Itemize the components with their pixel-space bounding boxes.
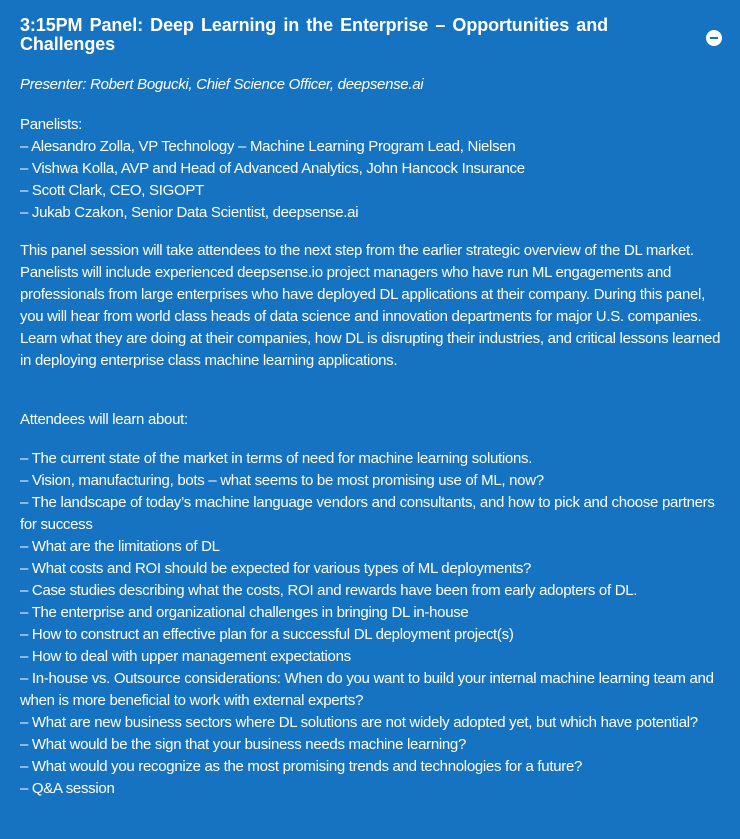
learn-heading: Attendees will learn about: [20, 411, 188, 428]
learn-item: – The current state of the market in terms of need for machine learning solutions. [20, 450, 533, 467]
learn-item: – What would you recognize as the most promising trends and technologies for a future? [20, 758, 583, 775]
learn-item: – Case studies describing what the costs, ROI and rewards have been from early adopters of DL. [20, 582, 638, 599]
panelist-item: – Scott Clark, CEO, SIGOPT [20, 182, 204, 199]
learn-item: – How to deal with upper management expectations [20, 648, 351, 665]
panelists-heading: Panelists: [20, 116, 83, 133]
panelists-section [20, 114, 725, 224]
panelist-item: – Vishwa Kolla, AVP and Head of Advanced Analytics, John Hancock Insurance [20, 160, 525, 177]
panelist-item: – Jukab Czakon, Senior Data Scientist, deepsense.ai [20, 204, 359, 221]
learn-item: – Vision, manufacturing, bots – what seems to be most promising use of ML, now? [20, 472, 544, 489]
learn-item: – The landscape of today’s machine language vendors and consultants, and how to pick and choose partners for success [20, 494, 715, 533]
learn-item: – How to construct an effective plan for a successful DL deployment project(s) [20, 626, 514, 643]
presenter-line: Presenter: Robert Bogucki, Chief Science Officer, deepsense.ai [20, 76, 424, 93]
session-description: This panel session will take attendees to the next step from the earlier strategic overview of the DL market. Panelists will include experienced deepsense.io project managers who have run ML engagements and professionals from large enterprises who have deployed DL applications at their company. During this panel, you will hear from world class heads of data science and innovation departments for major U.S. companies. Learn what they are doing at their companies, how DL is disrupting their industries, and critical lessons learned in deploying enterprise class machine learning applications. [20, 242, 721, 369]
learn-item: – What are the limitations of DL [20, 538, 220, 555]
learn-list [20, 448, 725, 800]
panelist-item: – Alesandro Zolla, VP Technology – Machine Learning Program Lead, Nielsen [20, 138, 516, 155]
learn-item: – The enterprise and organizational challenges in bringing DL in-house [20, 604, 469, 621]
learn-item: – Q&A session [20, 780, 115, 797]
learn-item: – What costs and ROI should be expected for various types of ML deployments? [20, 560, 532, 577]
session-title[interactable]: 3:15PM Panel: Deep Learning in the Enterprise – Opportunities and Challenges [20, 15, 608, 54]
learn-item: – In-house vs. Outsource considerations: When do you want to build your internal machine learning team and when is more beneficial to work with external experts? [20, 670, 714, 709]
minus-circle-icon[interactable] [706, 30, 722, 46]
learn-item: – What would be the sign that your business needs machine learning? [20, 736, 467, 753]
learn-item: – What are new business sectors where DL solutions are not widely adopted yet, but which have potential? [20, 714, 698, 731]
